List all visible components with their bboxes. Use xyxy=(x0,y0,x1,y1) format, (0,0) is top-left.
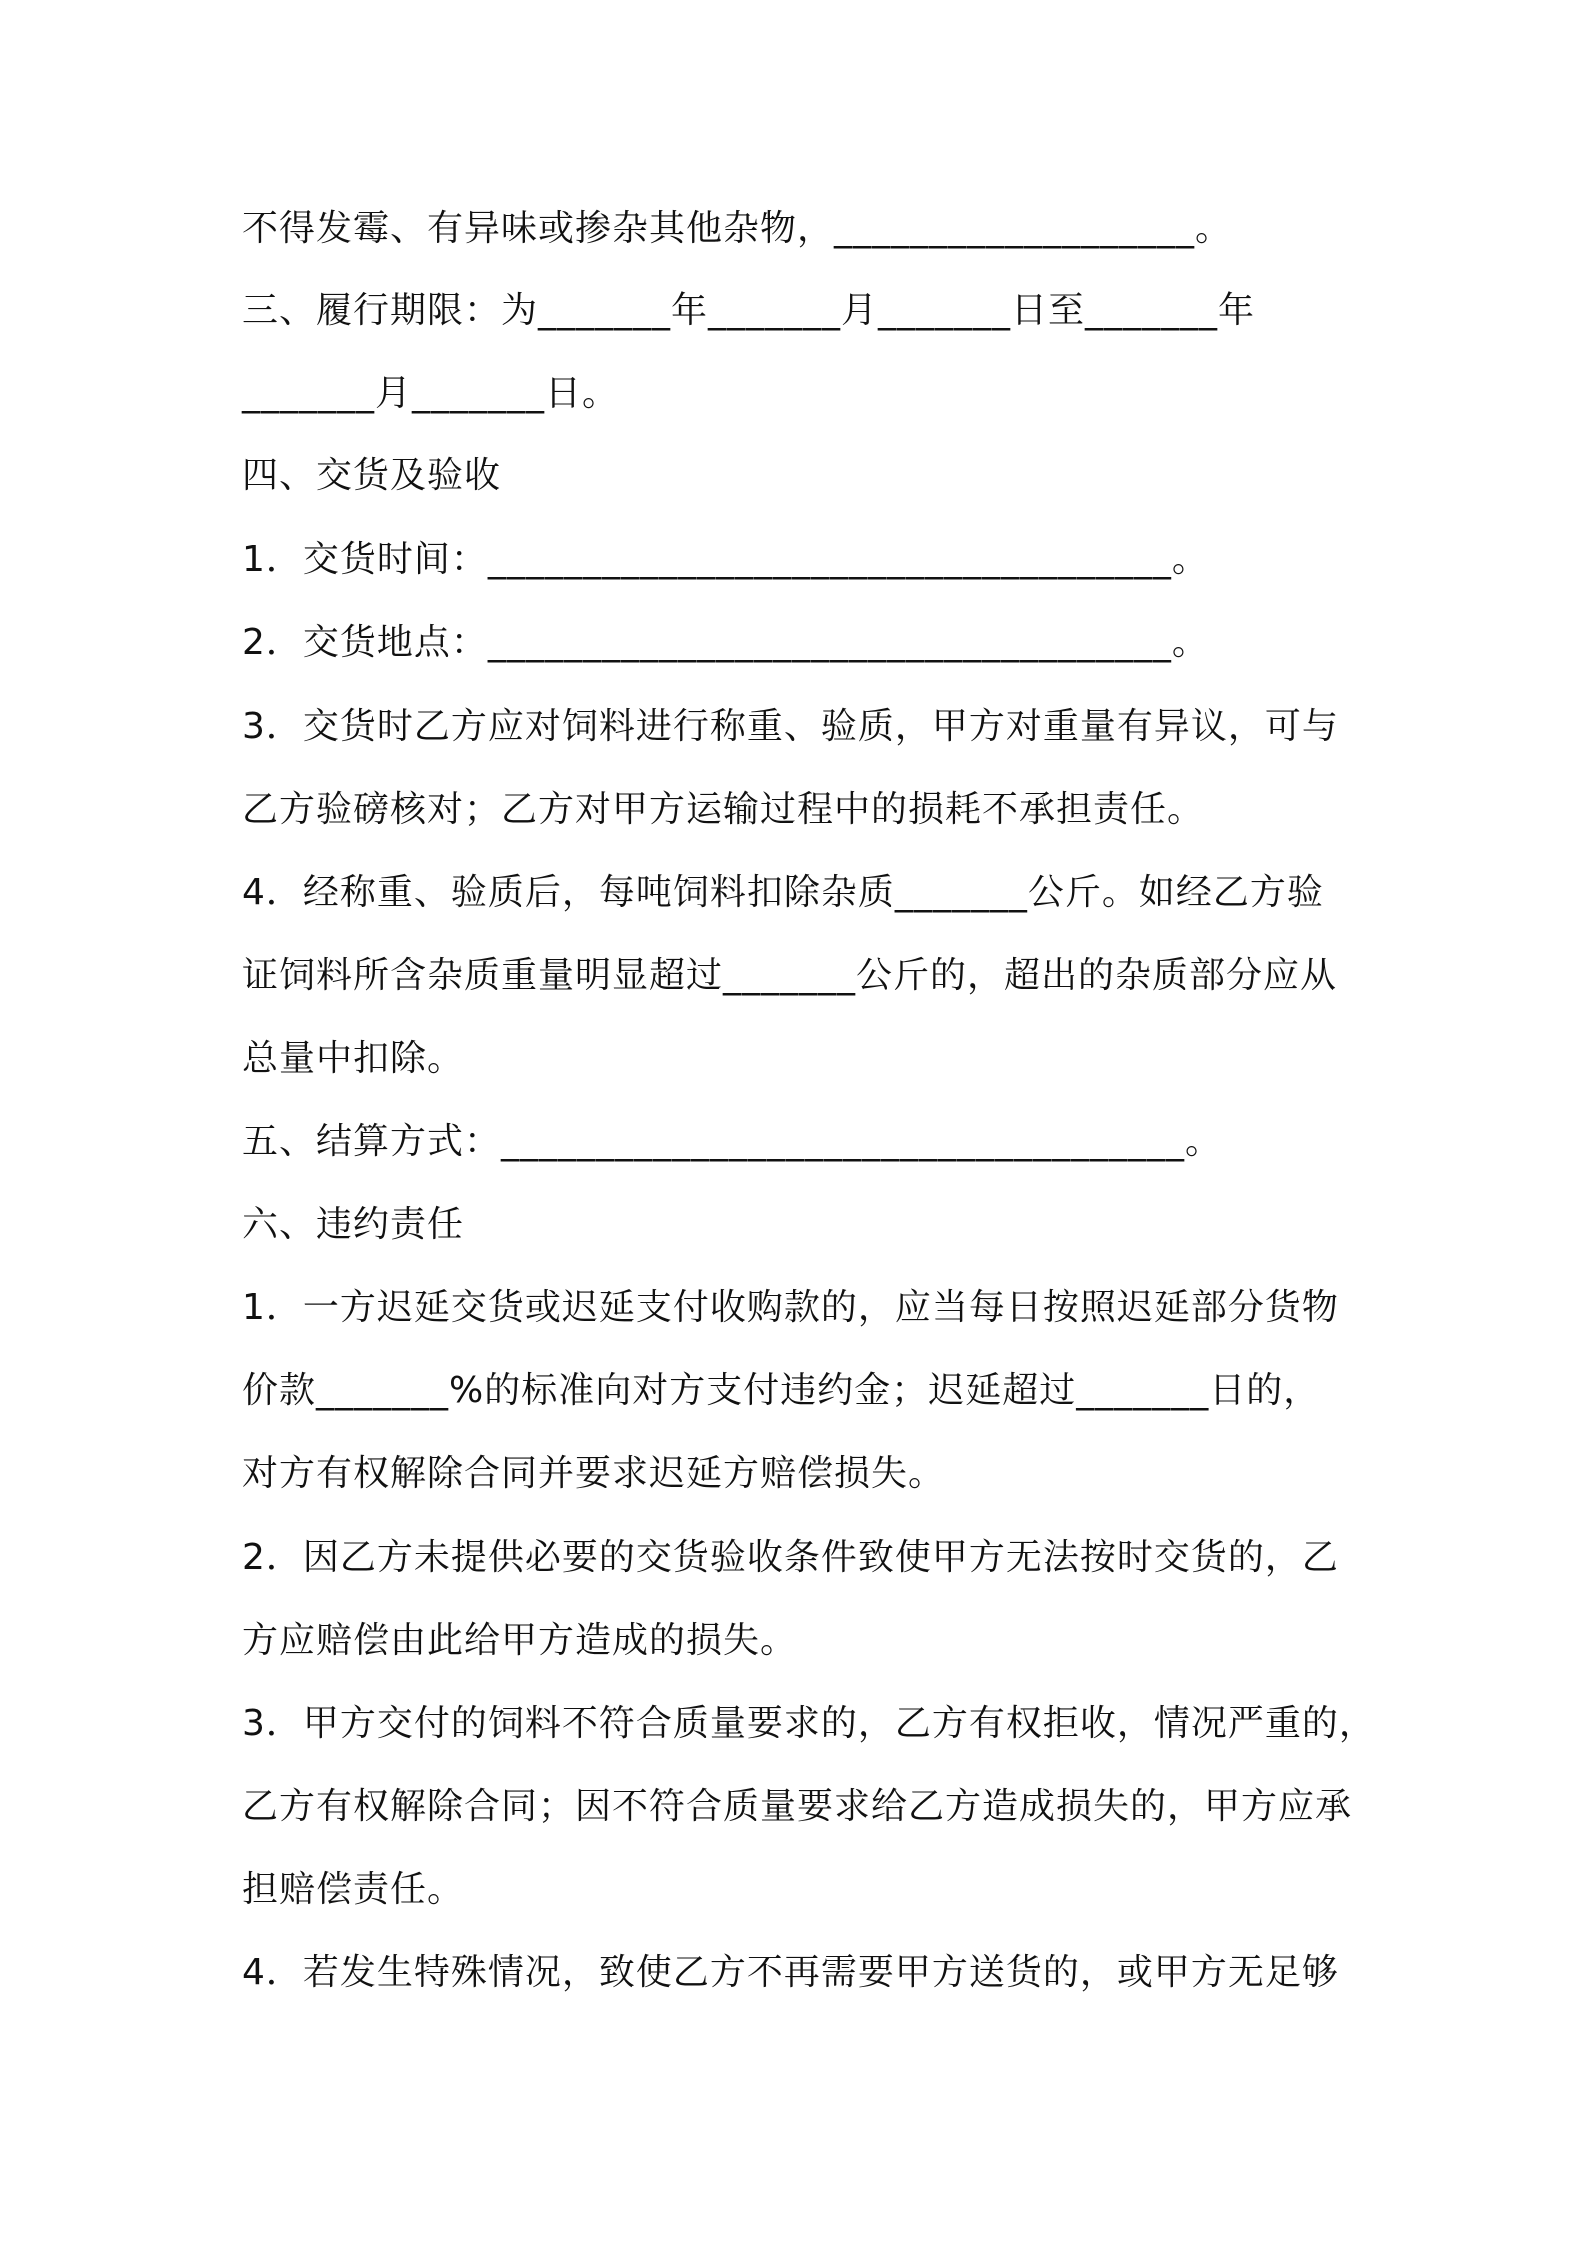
text-line: 2．因乙方未提供必要的交货验收条件致使甲方无法按时交货的，乙 xyxy=(242,1537,1339,1578)
text-line: 不得发霉、有异味或掺杂其他杂物，___________________。 xyxy=(242,208,1233,249)
text-line: 担赔偿责任。 xyxy=(242,1869,465,1910)
text-line: 4．经称重、验质后，每吨饲料扣除杂质_______公斤。如经乙方验 xyxy=(242,872,1324,913)
text-line: 对方有权解除合同并要求迟延方赔偿损失。 xyxy=(242,1453,946,1494)
text-line: 五、结算方式：____________________________________。 xyxy=(242,1121,1223,1162)
text-line: 三、履行期限：为_______年_______月_______日至_______年 xyxy=(242,290,1256,331)
text-line: 4．若发生特殊情况，致使乙方不再需要甲方送货的，或甲方无足够 xyxy=(242,1952,1339,1993)
text-line: 3．甲方交付的饲料不符合质量要求的，乙方有权拒收，情况严重的， xyxy=(242,1703,1376,1744)
text-line: _______月_______日。 xyxy=(242,373,620,414)
text-line: 1．交货时间：____________________________________。 xyxy=(242,539,1209,580)
text-line: 3．交货时乙方应对饲料进行称重、验质，甲方对重量有异议，可与 xyxy=(242,706,1339,747)
text-line: 2．交货地点：____________________________________。 xyxy=(242,622,1209,663)
text-line: 乙方有权解除合同；因不符合质量要求给乙方造成损失的，甲方应承 xyxy=(242,1786,1353,1827)
text-line: 证饲料所含杂质重量明显超过_______公斤的，超出的杂质部分应从 xyxy=(242,955,1338,996)
section-heading: 四、交货及验收 xyxy=(242,455,502,496)
text-line: 乙方验磅核对；乙方对甲方运输过程中的损耗不承担责任。 xyxy=(242,789,1205,830)
section-heading: 六、违约责任 xyxy=(242,1204,465,1245)
text-line: 总量中扣除。 xyxy=(242,1038,465,1079)
text-line: 1．一方迟延交货或迟延支付收购款的，应当每日按照迟延部分货物 xyxy=(242,1287,1339,1328)
text-line: 价款_______%的标准向对方支付违约金；迟延超过_______日的， xyxy=(242,1370,1321,1411)
text-line: 方应赔偿由此给甲方造成的损失。 xyxy=(242,1620,798,1661)
